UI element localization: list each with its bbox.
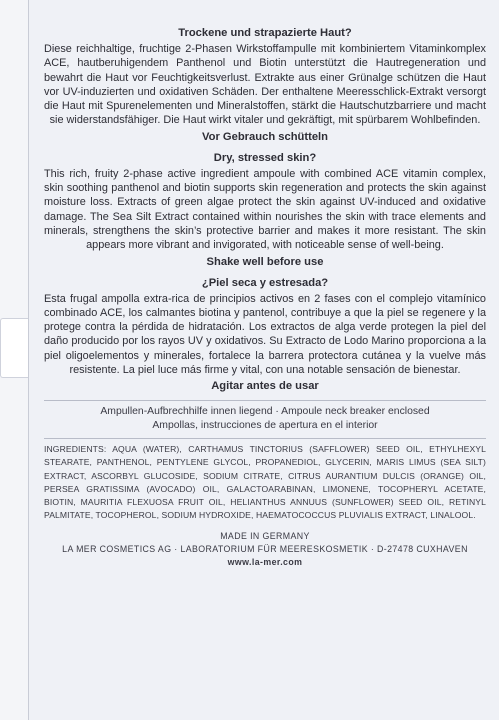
company-address: LA MER COSMETICS AG · LABORATORIUM FÜR MEERESKOSMETIK · D-27478 CUXHAVEN (62, 544, 468, 555)
ingredients-list: INGREDIENTS: AQUA (WATER), CARTHAMUS TINCTORIUS (SAFFLOWER) SEED OIL, ETHYLHEXYL STEARATE, PANTHENOL, PENTYLENE GLYCOL, PROPANEDIOL, GLYCERIN, MARIS LIMUS (SEA SILT) EXTRACT, ASCORBYL GLUCOSIDE, SODIUM CITRATE, CITRUS AURANTIUM DULCIS (ORANGE) OIL, PERSEA GRATISSIMA (AVOCADO) OIL, GALACTOARABINAN, LIMONENE, TOCOPHERYL ACETATE, BIOTIN, MAURITIA FLEXUOSA FRUIT OIL, HELIANTHUS ANNUUS (SUNFLOWER) SEED OIL, RETINYL PALMITATE, TOCOPHEROL, SODIUM HYDROXIDE, HAEMATOCOCCUS PLUVIALIS EXTRACT, LINALOOL. (44, 444, 486, 521)
website: www.la-mer.com (227, 557, 303, 568)
english-description: This rich, fruity 2-phase active ingredient ampoule with combined ACE vitamin complex, skin soothing panthenol and biotin supports skin regeneration and protects the skin against moisture loss. Extracts of green algae protect the skin against UV-induced and oxidative damage. The Sea Silt Extract contained within nourishes the skin with trace elements and minerals, strengthens the skin’s protective barrier and makes it more resistant. The skin appears more vibrant and invigorated, with noticeable sense of well-being. (44, 167, 486, 252)
english-heading: Dry, stressed skin? (213, 151, 317, 164)
divider (44, 400, 486, 401)
english-shake-instruction: Shake well before use (206, 255, 324, 268)
german-heading: Trockene und strapazierte Haut? (178, 27, 352, 39)
breaker-line-1: Ampullen-Aufbrechhilfe innen liegend · Ampoule neck breaker enclosed (100, 406, 430, 418)
german-description: Diese reichhaltige, fruchtige 2-Phasen Wirkstoffampulle mit kombiniertem Vitaminkomplex ACE, hautberuhigendem Panthenol und Biotin unterstützt die Hautregeneration und bewahrt die Haut vor Feuchtigkeitsverlust. Extrakte aus einer Grünalge schützen die Haut vor UV-induzierten und oxidativen Schäden. Der enthaltene Meeresschlick-Extrakt versorgt die Haut mit Spurenelementen und Mineralstoffen, stärkt die Hautschutzbarriere und macht sie widerstandsfähiger. Die Haut wirkt vitaler und gekräftigt, mit spürbarem Wohlbefinden. (44, 43, 486, 127)
made-in: MADE IN GERMANY (220, 531, 310, 542)
spanish-shake-instruction: Agitar antes de usar (211, 380, 319, 393)
german-shake-instruction: Vor Gebrauch schütteln (202, 130, 328, 143)
package-text (44, 24, 486, 569)
manufacturer-footer (44, 530, 486, 569)
ampoule-breaker-note (44, 405, 486, 432)
breaker-line-2: Ampollas, instrucciones de apertura en el interior (152, 419, 378, 431)
spanish-description: Esta frugal ampolla extra-rica de principios activos en 2 fases con el complejo vitamínico combinado ACE, los calmantes biotina y pantenol, contribuye a que la piel se regenere y la protege contra la pérdida de hidratación. Los extractos de alga verde protegen la piel del daño producido por los rayos UV y oxidativos. Su Extracto de Lodo Marino proporciona a la piel oligoelementos y minerales, fortalece la barrera protectora cutánea y la vuelve más resistente. La piel luce más firme y vital, con una notable sensación de bienestar. (44, 292, 486, 377)
divider (44, 438, 486, 439)
spanish-heading: ¿Piel seca y estresada? (201, 276, 329, 289)
